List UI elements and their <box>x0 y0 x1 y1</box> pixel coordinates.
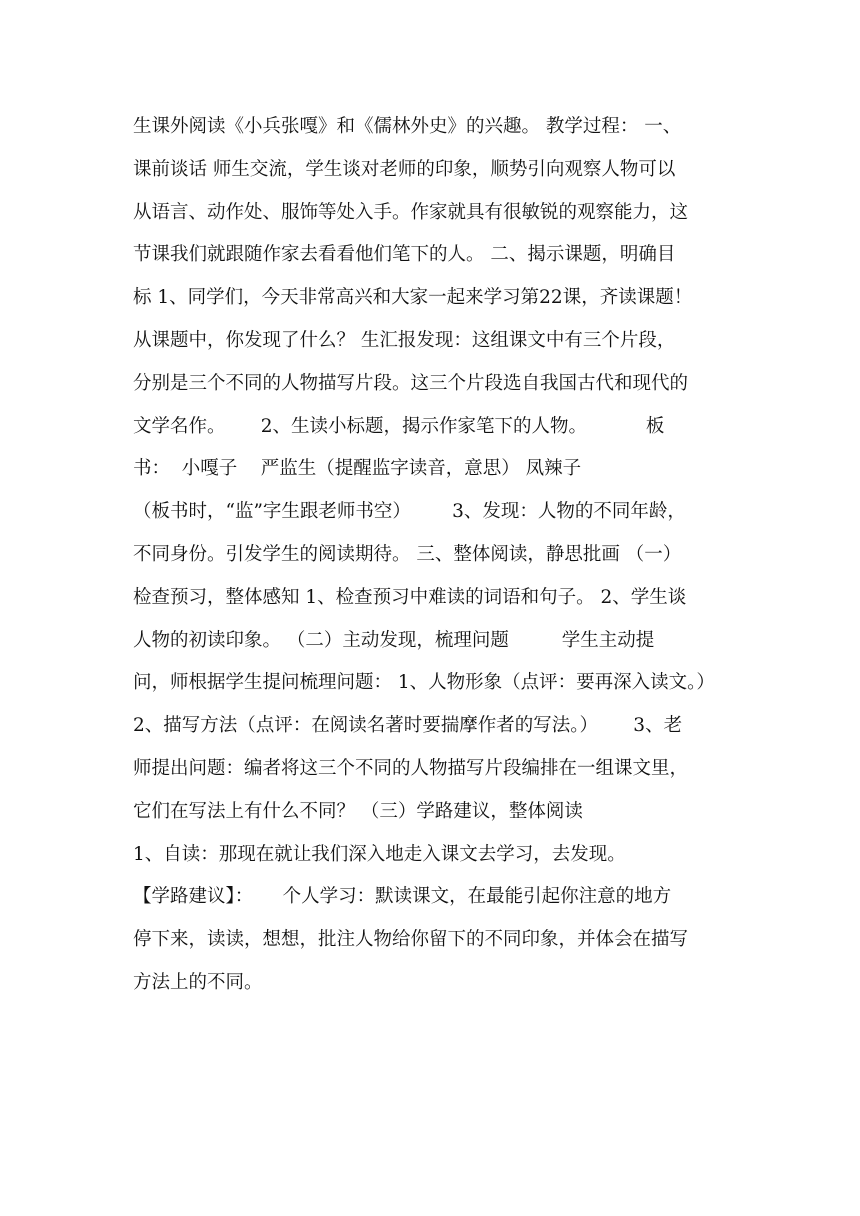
document-body <box>133 106 733 1005</box>
text-line-3: 从语言、动作处、服饰等处入手。作家就具有很敏锐的观察能力，这 <box>133 201 689 223</box>
text-line-21: 方法上的不同。 <box>133 971 263 993</box>
text-line-19: 【学路建议】： 个人学习：默读课文，在最能引起你注意的地方 <box>133 886 672 908</box>
text-line-10: （板书时，“监”字生跟老师书空） 3、发现：人物的不同年龄， <box>133 501 686 523</box>
text-line-4: 节课我们就跟随作家去看看他们笔下的人。 二、揭示课题，明确目 <box>133 244 676 266</box>
text-line-1: 生课外阅读《小兵张嘎》和《儒林外史》的兴趣。 教学过程： 一、 <box>133 116 682 137</box>
text-line-8: 文学名作。 2、生读小标题，揭示作家笔下的人物。 板 <box>133 415 665 437</box>
text-line-2: 课前谈话 师生交流，学生谈对老师的印象，顺势引向观察人物可以 <box>133 158 676 180</box>
text-line-17: 它们在写法上有什么不同？ （三）学路建议，整体阅读 <box>133 800 583 822</box>
text-line-11: 不同身份。引发学生的阅读期待。 三、整体阅读，静思批画 （一） <box>133 543 682 565</box>
text-line-9: 书： 小嘎子 严监生（提醒监字读音，意思） 凤辣子 <box>133 458 582 480</box>
text-line-15: 2、描写方法（点评：在阅读名著时要揣摩作者的写法。） 3、老 <box>133 715 683 737</box>
text-line-14: 问，师根据学生提问梳理问题： 1、人物形象（点评：要再深入读文。） <box>133 672 715 694</box>
text-line-13: 人物的初读印象。 （二）主动发现，梳理问题 学生主动提 <box>133 629 655 651</box>
text-line-7: 分别是三个不同的人物描写片段。这三个片段选自我国古代和现代的 <box>133 372 689 394</box>
text-line-12: 检查预习，整体感知 1、检查预习中难读的词语和句子。 2、学生谈 <box>133 586 687 608</box>
text-line-16: 师提出问题：编者将这三个不同的人物描写片段编排在一组课文里， <box>133 757 689 779</box>
text-line-18: 1、自读：那现在就让我们深入地走入课文去学习，去发现。 <box>133 843 626 865</box>
text-line-6: 从课题中，你发现了什么？ 生汇报发现：这组课文中有三个片段， <box>133 329 676 351</box>
text-line-20: 停下来，读读，想想，批注人物给你留下的不同印象，并体会在描写 <box>133 929 689 951</box>
text-line-5: 标 1、同学们，今天非常高兴和大家一起来学习第22课，齐读课题！ <box>133 287 693 309</box>
